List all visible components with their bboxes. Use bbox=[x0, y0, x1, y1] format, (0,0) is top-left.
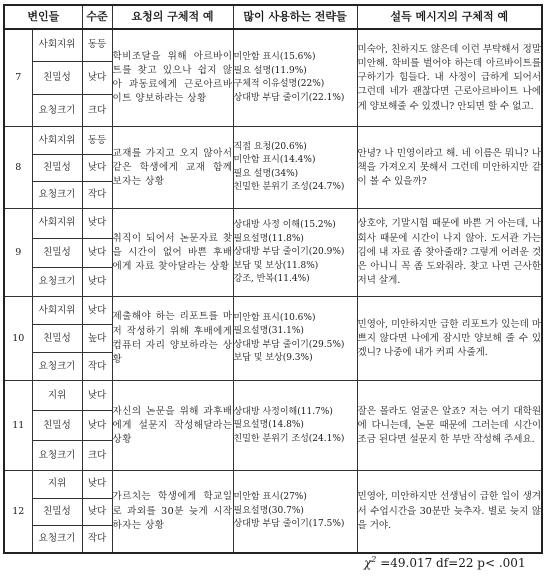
variable-name: 사회지위 bbox=[32, 127, 82, 154]
message-text: 미숙아, 친하지도 않은데 이런 부탁해서 정말 미안해. 학비를 벌어야 하는데 아르바이트를 구하기가 힘들다. 내 사정이 급하게 되어서 그런데 네가 괜찮다면 근로아르바이트 나에게 양보해줄 수 있겠니? 안되면 할 수 없고. bbox=[357, 43, 542, 112]
situation-text: 취직이 되어서 논문자료 찾을 시간이 없어 바쁜 후배에게 자료 찾아달라는 상황 bbox=[112, 232, 233, 273]
variable-name: 요청크기 bbox=[32, 441, 82, 471]
strategy-item: 친밀한 분위기 조성(24.7%) bbox=[233, 182, 345, 193]
variable-name: 지위 bbox=[32, 381, 82, 411]
stats-text: =49.017 df=22 p< .001 bbox=[376, 556, 526, 570]
strategy-item: 구체적 이유설명(22%) bbox=[233, 79, 325, 90]
variable-name: 친밀성 bbox=[32, 62, 82, 95]
variable-level: 동등 bbox=[82, 29, 112, 62]
row-number: 12 bbox=[4, 471, 32, 553]
row-number: 9 bbox=[4, 209, 32, 297]
variable-level: 낮다 bbox=[82, 154, 112, 181]
strategy-item: 상대방 부담 줄이기(17.5%) bbox=[233, 519, 345, 530]
situation-text: 제출해야 하는 리포트를 마저 작성하기 위해 후배에게 컴퓨터 자리 양보하라는 상황 bbox=[112, 311, 233, 366]
variable-level: 작다 bbox=[82, 526, 112, 553]
message-cell bbox=[357, 381, 542, 471]
table-row bbox=[4, 209, 542, 238]
variable-level: 낮다 bbox=[82, 297, 112, 325]
strategy-item: 상대방 부담 줄이기(29.5%) bbox=[233, 339, 345, 350]
variable-name: 친밀성 bbox=[32, 411, 82, 441]
variable-level: 낮다 bbox=[82, 268, 112, 297]
variable-name: 지위 bbox=[32, 471, 82, 498]
chi-square-stats bbox=[364, 555, 526, 570]
situation-cell bbox=[112, 209, 233, 297]
strategy-item: 필요설명(30.7%) bbox=[233, 505, 304, 516]
variable-level: 낮다 bbox=[82, 238, 112, 267]
variable-level: 높다 bbox=[82, 325, 112, 353]
strategy-cell bbox=[233, 297, 357, 381]
strategy-item: 상대방 부담 줄이기(20.9%) bbox=[233, 247, 345, 258]
table-body bbox=[4, 29, 542, 553]
strategy-item: 미안함 표시(14.4%) bbox=[233, 155, 316, 166]
variable-name: 사회지위 bbox=[32, 29, 82, 62]
situation-cell bbox=[112, 297, 233, 381]
situation-cell bbox=[112, 127, 233, 209]
variable-name: 요청크기 bbox=[32, 182, 82, 209]
variable-name: 요청크기 bbox=[32, 353, 82, 381]
variable-level: 작다 bbox=[82, 182, 112, 209]
chi-symbol: $\chi^2$ bbox=[364, 555, 377, 570]
header-level: 수준 bbox=[82, 5, 112, 29]
header-message: 설득 메시지의 구체적 예 bbox=[357, 5, 542, 29]
table-row bbox=[4, 381, 542, 411]
variable-level: 작다 bbox=[82, 353, 112, 381]
message-text: 민영아, 미안하지만 선생님이 급한 일이 생겨서 수업시간을 30분만 늦추자. 별로 늦지 않을 거야. bbox=[357, 491, 542, 531]
strategy-item: 상대방 부담 줄이기(22.1%) bbox=[233, 92, 345, 103]
message-text: 상호야, 기말시험 때문에 바쁜 거 아는데, 나 회사 때문에 시간이 나지 않아. 도서관 가는 김에 내 자료 좀 찾아줄래? 그렇게 어려운 것은 아니니 꼭 좀 도와줘라. 찾고 나면 근사한 저녁 살게. bbox=[357, 218, 542, 287]
strategy-item: 친밀한 분위기 조성(24.1%) bbox=[233, 433, 345, 444]
situation-cell bbox=[112, 471, 233, 553]
variable-level: 낮다 bbox=[82, 498, 112, 525]
strategy-item: 상대방 사정 이해(15.2%) bbox=[233, 220, 336, 231]
variable-name: 친밀성 bbox=[32, 498, 82, 525]
strategy-cell bbox=[233, 381, 357, 471]
strategy-item: 보답 및 보상(11.8%) bbox=[233, 260, 319, 271]
row-number: 11 bbox=[4, 381, 32, 471]
header-strategy: 많이 사용하는 전략들 bbox=[233, 5, 357, 29]
situation-text: 교재를 가지고 오지 않아서 같은 학생에게 교재 함께 보자는 상황 bbox=[112, 147, 233, 188]
table-row bbox=[4, 297, 542, 325]
message-cell bbox=[357, 29, 542, 127]
variable-level: 낮다 bbox=[82, 62, 112, 95]
variable-level: 동등 bbox=[82, 127, 112, 154]
strategy-table bbox=[3, 4, 543, 554]
strategy-cell bbox=[233, 471, 357, 553]
situation-text: 학비조달을 위해 아르바이트를 찾고 있으나 쉽지 않아 과동료에게 근로아르바이트 양보하라는 상황 bbox=[112, 50, 233, 105]
variable-name: 친밀성 bbox=[32, 154, 82, 181]
strategy-cell bbox=[233, 29, 357, 127]
header-variable: 변인들 bbox=[4, 5, 82, 29]
strategy-item: 미안함 표시(15.6%) bbox=[233, 52, 316, 63]
row-number: 7 bbox=[4, 29, 32, 127]
variable-level: 크다 bbox=[82, 441, 112, 471]
row-number: 8 bbox=[4, 127, 32, 209]
strategy-cell bbox=[233, 127, 357, 209]
strategy-item: 보답 및 보상(9.3%) bbox=[233, 353, 313, 364]
header-row bbox=[4, 5, 542, 29]
strategy-item: 필요 설명(11.9%) bbox=[233, 65, 307, 76]
strategy-item: 미안함 표시(10.6%) bbox=[233, 312, 316, 323]
variable-level: 크다 bbox=[82, 94, 112, 127]
strategy-item: 필요설명(14.8%) bbox=[233, 420, 304, 431]
strategy-item: 상대방 사정이해(11.7%) bbox=[233, 406, 333, 417]
strategy-item: 미안함 표시(27%) bbox=[233, 492, 307, 503]
message-cell bbox=[357, 127, 542, 209]
row-number: 10 bbox=[4, 297, 32, 381]
message-cell bbox=[357, 471, 542, 553]
variable-level: 낮다 bbox=[82, 471, 112, 498]
variable-level: 낮다 bbox=[82, 381, 112, 411]
variable-name: 친밀성 bbox=[32, 238, 82, 267]
table-row bbox=[4, 127, 542, 154]
strategy-item: 필요 설명(34%) bbox=[233, 168, 299, 179]
variable-name: 요청크기 bbox=[32, 526, 82, 553]
table-row bbox=[4, 471, 542, 498]
message-cell bbox=[357, 209, 542, 297]
situation-text: 가르치는 학생에게 학교일로 과외를 30분 늦게 시작하자는 상황 bbox=[112, 491, 233, 531]
strategy-item: 강조, 반복(11.4%) bbox=[233, 274, 310, 285]
message-text: 민영아, 미안하지만 급한 리포트가 있는데 마쁘지 않다면 나에게 잠시만 양보해 줄 수 있겠니? 나중에 내가 커피 사줄게. bbox=[357, 318, 542, 359]
situation-cell bbox=[112, 381, 233, 471]
variable-level: 낮다 bbox=[82, 209, 112, 238]
situation-cell bbox=[112, 29, 233, 127]
message-text: 잘은 몰라도 얼굴은 알죠? 저는 여기 대학원에 다니는데, 논문 때문에 그러는데 시간이 조금 된다면 설문지 한 부만 작성해 주세요. bbox=[357, 405, 542, 446]
strategy-item: 필요설명(11.8%) bbox=[233, 233, 304, 244]
variable-name: 요청크기 bbox=[32, 268, 82, 297]
variable-level: 낮다 bbox=[82, 411, 112, 441]
variable-name: 사회지위 bbox=[32, 209, 82, 238]
strategy-item: 직접 요청(20.6%) bbox=[233, 141, 307, 152]
strategy-cell bbox=[233, 209, 357, 297]
header-situation: 요청의 구체적 예 bbox=[112, 5, 233, 29]
table-row bbox=[4, 29, 542, 62]
message-cell bbox=[357, 297, 542, 381]
variable-name: 요청크기 bbox=[32, 94, 82, 127]
strategy-item: 필요설명(31.1%) bbox=[233, 326, 304, 337]
message-text: 안녕? 나 민영이라고 해. 네 이름은 뭐니? 나 책을 가져오지 못해서 그런데 미안하지만 같이 볼 수 있을까? bbox=[357, 147, 542, 188]
variable-name: 사회지위 bbox=[32, 297, 82, 325]
situation-text: 자신의 논문을 위해 과후배에게 설문지 작성해달라는 상황 bbox=[112, 405, 233, 446]
variable-name: 친밀성 bbox=[32, 325, 82, 353]
